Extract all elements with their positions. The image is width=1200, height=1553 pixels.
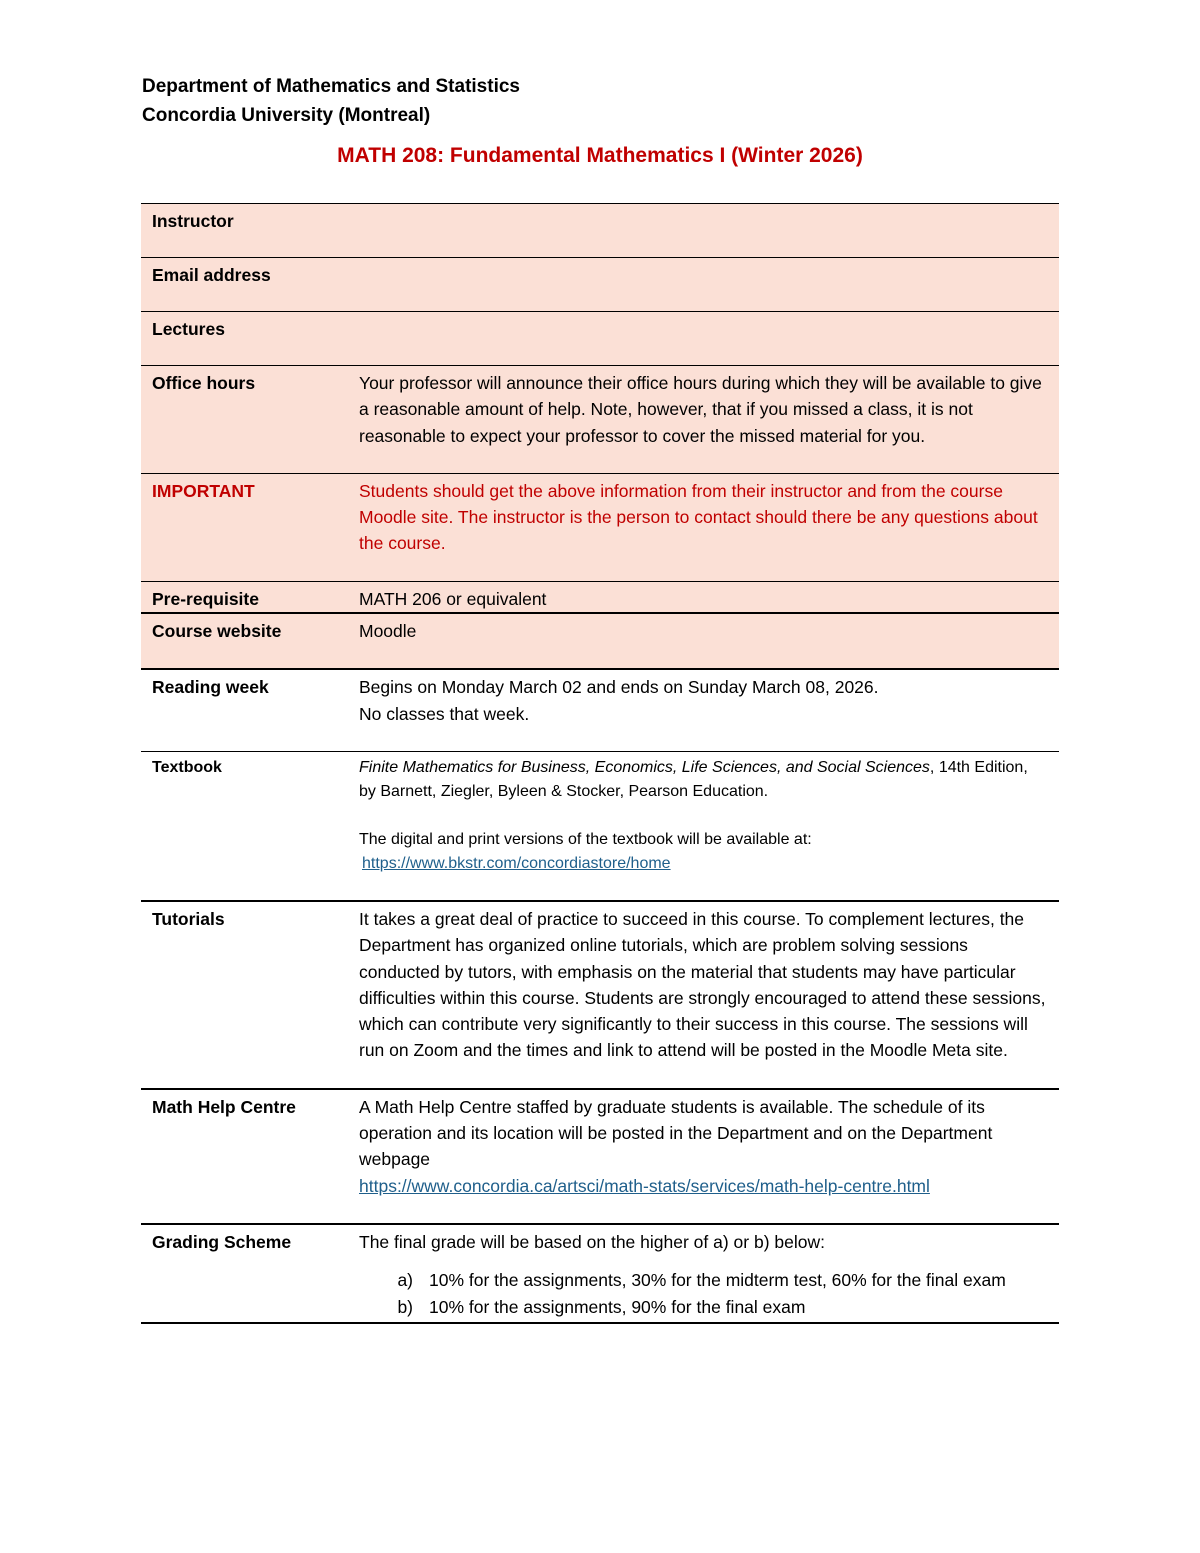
textbook-details: , 14th Edition, by Barnett, Ziegler, Byleen & Stocker, Pearson Education. <box>359 758 1028 800</box>
row-important <box>141 473 1059 581</box>
office-hours-value: Your professor will announce their office hours during which they will be available to give a reasonable amount of help. Note, however, that if you missed a class, it is not reasonable to expect your professor to cover the missed material for you. <box>348 366 1059 474</box>
grading-option-text: 10% for the assignments, 30% for the midterm test, 60% for the final exam <box>429 1270 1006 1291</box>
row-grading-scheme <box>141 1224 1059 1323</box>
course-title: MATH 208: Fundamental Mathematics I (Winter 2026) <box>337 144 863 167</box>
reading-week-dates: Begins on Monday March 02 and ends on Sunday March 08, 2026. <box>359 677 879 698</box>
office-hours-label: Office hours <box>141 366 348 474</box>
email-value <box>348 258 1059 312</box>
row-tutorials <box>141 901 1059 1089</box>
syllabus-table <box>141 203 1059 1324</box>
grading-label: Grading Scheme <box>141 1224 348 1323</box>
reading-week-label: Reading week <box>141 669 348 751</box>
prerequisite-value: MATH 206 or equivalent <box>348 581 1059 613</box>
lectures-label: Lectures <box>141 312 348 366</box>
row-instructor <box>141 204 1059 258</box>
help-centre-label: Math Help Centre <box>141 1089 348 1224</box>
course-website-value: Moodle <box>348 613 1059 669</box>
help-centre-description: A Math Help Centre staffed by graduate students is available. The schedule of its operation and its location will be posted in the Department and on the Department webpage <box>359 1096 993 1170</box>
row-prerequisite <box>141 581 1059 613</box>
instructor-label: Instructor <box>141 204 348 258</box>
instructor-value <box>348 204 1059 258</box>
textbook-availability: The digital and print versions of the textbook will be available at: <box>359 830 812 848</box>
lectures-value <box>348 312 1059 366</box>
grading-value <box>348 1224 1059 1323</box>
tutorials-value: It takes a great deal of practice to succeed in this course. To complement lectures, the Department has organized online tutorials, which are problem solving sessions conducted by tutors, with emphasis on the material that students may have particular difficulties within this course. Students are strongly encouraged to attend these sessions, which can contribute very significantly to their success in this course. The sessions will run on Zoom and the times and link to attend will be posted in the Moodle Meta site. <box>348 901 1059 1089</box>
row-email <box>141 258 1059 312</box>
grading-option-text: 10% for the assignments, 90% for the final exam <box>429 1296 806 1317</box>
grading-option-marker: a) <box>397 1270 413 1291</box>
grading-option-marker: b) <box>397 1296 413 1317</box>
help-centre-value <box>348 1089 1059 1224</box>
university-name: Concordia University (Montreal) <box>142 105 431 126</box>
reading-week-note: No classes that week. <box>359 703 530 724</box>
department-name: Department of Mathematics and Statistics <box>142 76 520 97</box>
row-course-website <box>141 613 1059 669</box>
row-office-hours <box>141 366 1059 474</box>
help-centre-link[interactable]: https://www.concordia.ca/artsci/math-stats/services/math-help-centre.html <box>359 1175 930 1196</box>
important-value: Students should get the above information from their instructor and from the course Moodle site. The instructor is the person to contact should there be any questions about the course. <box>348 473 1059 581</box>
prerequisite-label: Pre-requisite <box>141 581 348 613</box>
textbook-label: Textbook <box>141 751 348 901</box>
textbook-citation <box>359 756 1049 804</box>
row-lectures <box>141 312 1059 366</box>
row-textbook <box>141 751 1059 901</box>
grading-options <box>359 1267 1049 1320</box>
row-reading-week <box>141 669 1059 751</box>
grading-intro: The final grade will be based on the higher of a) or b) below: <box>359 1231 825 1252</box>
tutorials-label: Tutorials <box>141 901 348 1089</box>
reading-week-value <box>348 669 1059 751</box>
grading-option <box>359 1267 1049 1293</box>
textbook-value <box>348 751 1059 901</box>
course-website-label: Course website <box>141 613 348 669</box>
grading-option <box>359 1294 1049 1320</box>
bookstore-link[interactable]: https://www.bkstr.com/concordiastore/home <box>362 854 671 872</box>
important-label: IMPORTANT <box>141 473 348 581</box>
document-header <box>142 72 520 130</box>
textbook-title: Finite Mathematics for Business, Economics, Life Sciences, and Social Sciences <box>359 758 930 776</box>
row-math-help-centre <box>141 1089 1059 1224</box>
email-label: Email address <box>141 258 348 312</box>
